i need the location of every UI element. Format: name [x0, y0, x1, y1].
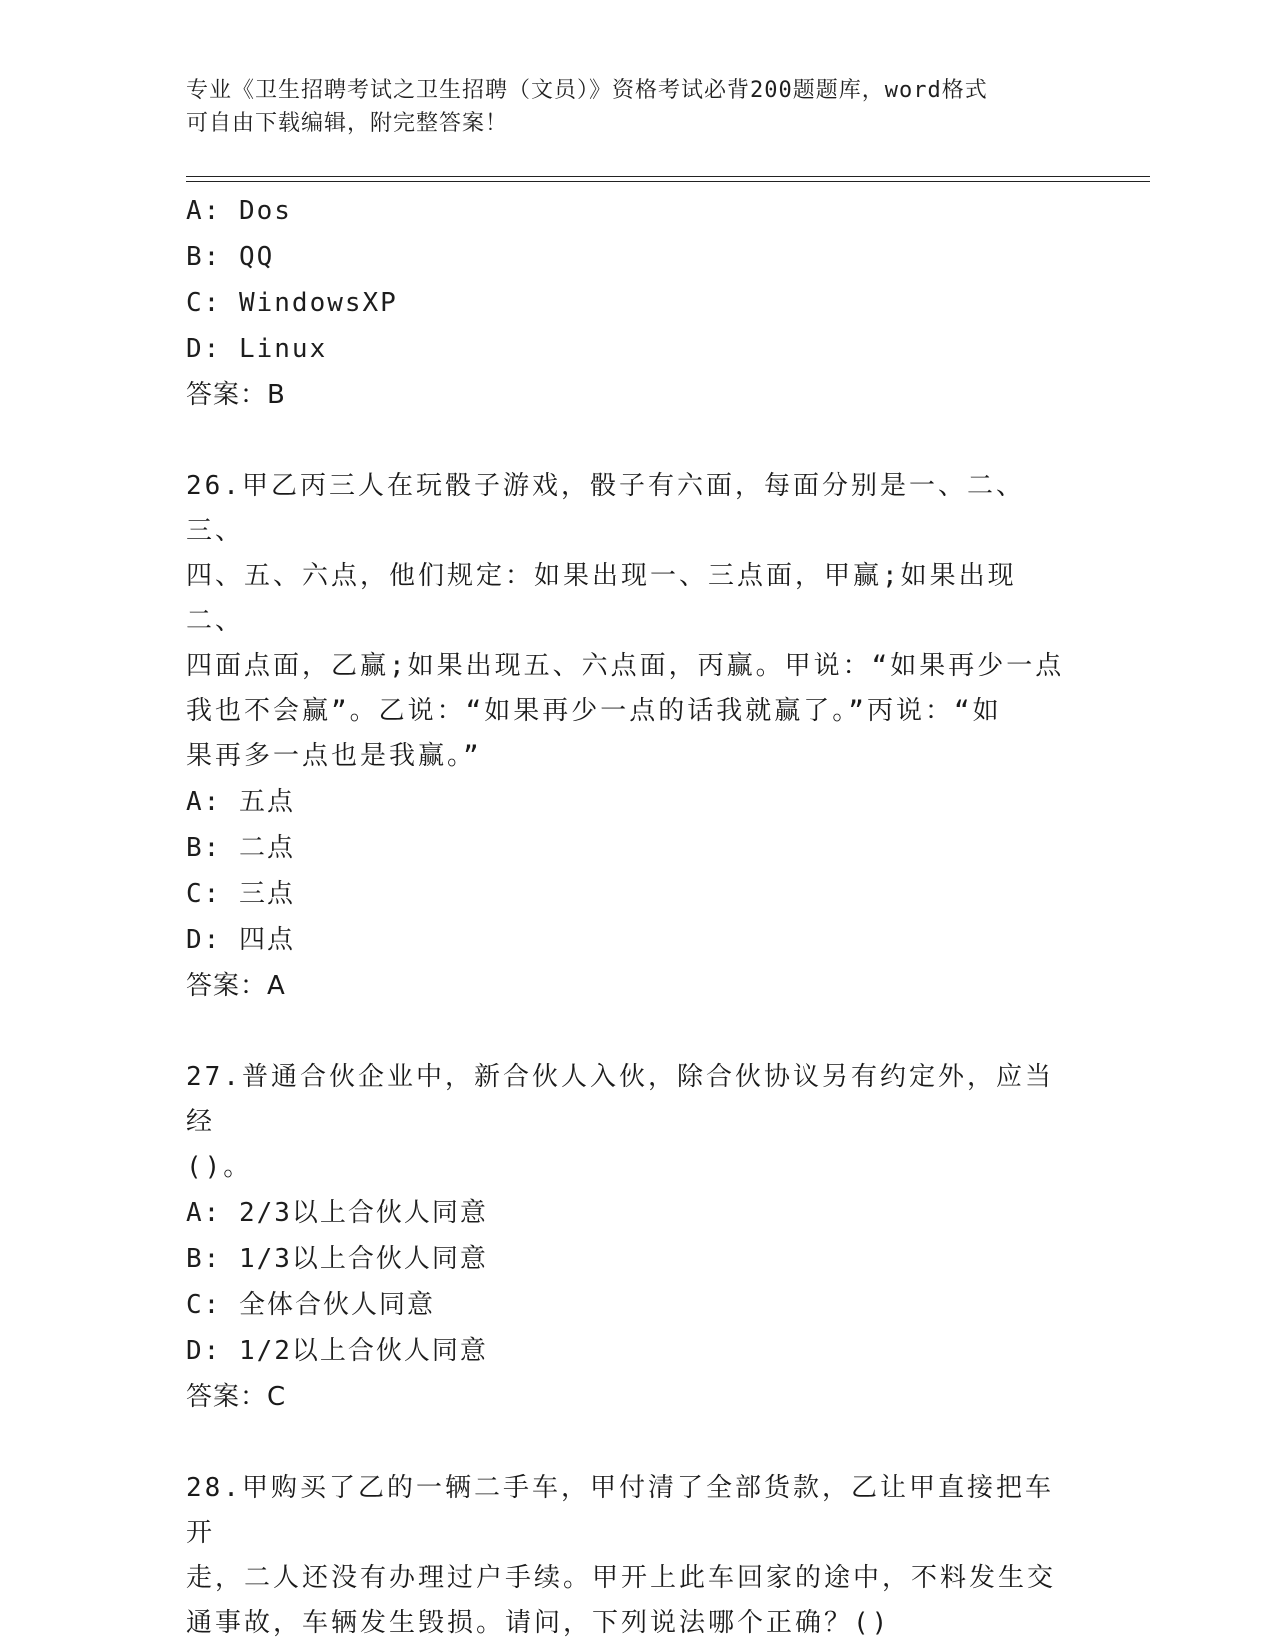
question-spacer	[186, 1420, 1086, 1466]
question-26-stem-line: 我也不会赢”。乙说：“如果再少一点的话我就赢了。”丙说：“如	[186, 696, 1002, 726]
question-27-option-d: D: 1/2以上合伙人同意	[186, 1336, 488, 1366]
question-27-answer: 答案：C	[186, 1382, 287, 1412]
question-26-option-d: D: 四点	[186, 925, 295, 955]
question-25-option-c: C: WindowsXP	[186, 288, 398, 318]
question-28-stem-line: 走，二人还没有办理过户手续。甲开上此车回家的途中，不料发生交	[186, 1563, 1057, 1593]
document-header	[186, 74, 1066, 140]
question-content	[186, 188, 1086, 1646]
question-28	[186, 1466, 1086, 1646]
question-27-option-a: A: 2/3以上合伙人同意	[186, 1198, 488, 1228]
question-27-stem	[186, 1055, 1066, 1190]
question-26	[186, 464, 1086, 1009]
question-spacer	[186, 418, 1086, 464]
header-divider-bottom	[186, 181, 1150, 182]
question-25-option-a: A: Dos	[186, 196, 292, 226]
question-26-option-c: C: 三点	[186, 879, 295, 909]
question-26-stem-line: 四、五、六点，他们规定：如果出现一、三点面，甲赢;如果出现二、	[186, 561, 1017, 636]
question-26-stem	[186, 464, 1066, 779]
question-27	[186, 1055, 1086, 1420]
question-26-answer: 答案：A	[186, 971, 286, 1001]
question-28-stem	[186, 1466, 1066, 1646]
question-25-option-d: D: Linux	[186, 334, 328, 364]
question-26-option-b: B: 二点	[186, 833, 295, 863]
question-spacer	[186, 1009, 1086, 1055]
question-25	[186, 188, 1086, 418]
question-26-stem-line: 四面点面，乙赢;如果出现五、六点面，丙赢。甲说：“如果再少一点	[186, 651, 1065, 681]
question-25-option-b: B: QQ	[186, 242, 275, 272]
question-27-stem-line: ()。	[186, 1152, 253, 1182]
question-28-stem-line: 28.甲购买了乙的一辆二手车，甲付清了全部货款，乙让甲直接把车开	[186, 1473, 1054, 1548]
question-27-stem-line: 27.普通合伙企业中，新合伙人入伙，除合伙协议另有约定外，应当经	[186, 1062, 1054, 1137]
question-27-option-c: C: 全体合伙人同意	[186, 1290, 435, 1320]
header-divider-top	[186, 176, 1150, 177]
question-26-option-a: A: 五点	[186, 787, 295, 817]
question-25-answer: 答案：B	[186, 380, 286, 410]
header-title-line-2: 可自由下载编辑，附完整答案！	[186, 111, 509, 136]
question-28-stem-line: 通事故，车辆发生毁损。请问，下列说法哪个正确？()	[186, 1608, 891, 1638]
question-26-stem-line: 果再多一点也是我赢。”	[186, 741, 482, 771]
header-title-line-1: 专业《卫生招聘考试之卫生招聘（文员）》资格考试必背200题题库，word格式	[186, 78, 988, 103]
question-26-stem-line: 26.甲乙丙三人在玩骰子游戏，骰子有六面，每面分别是一、二、三、	[186, 471, 1025, 546]
question-27-option-b: B: 1/3以上合伙人同意	[186, 1244, 488, 1274]
